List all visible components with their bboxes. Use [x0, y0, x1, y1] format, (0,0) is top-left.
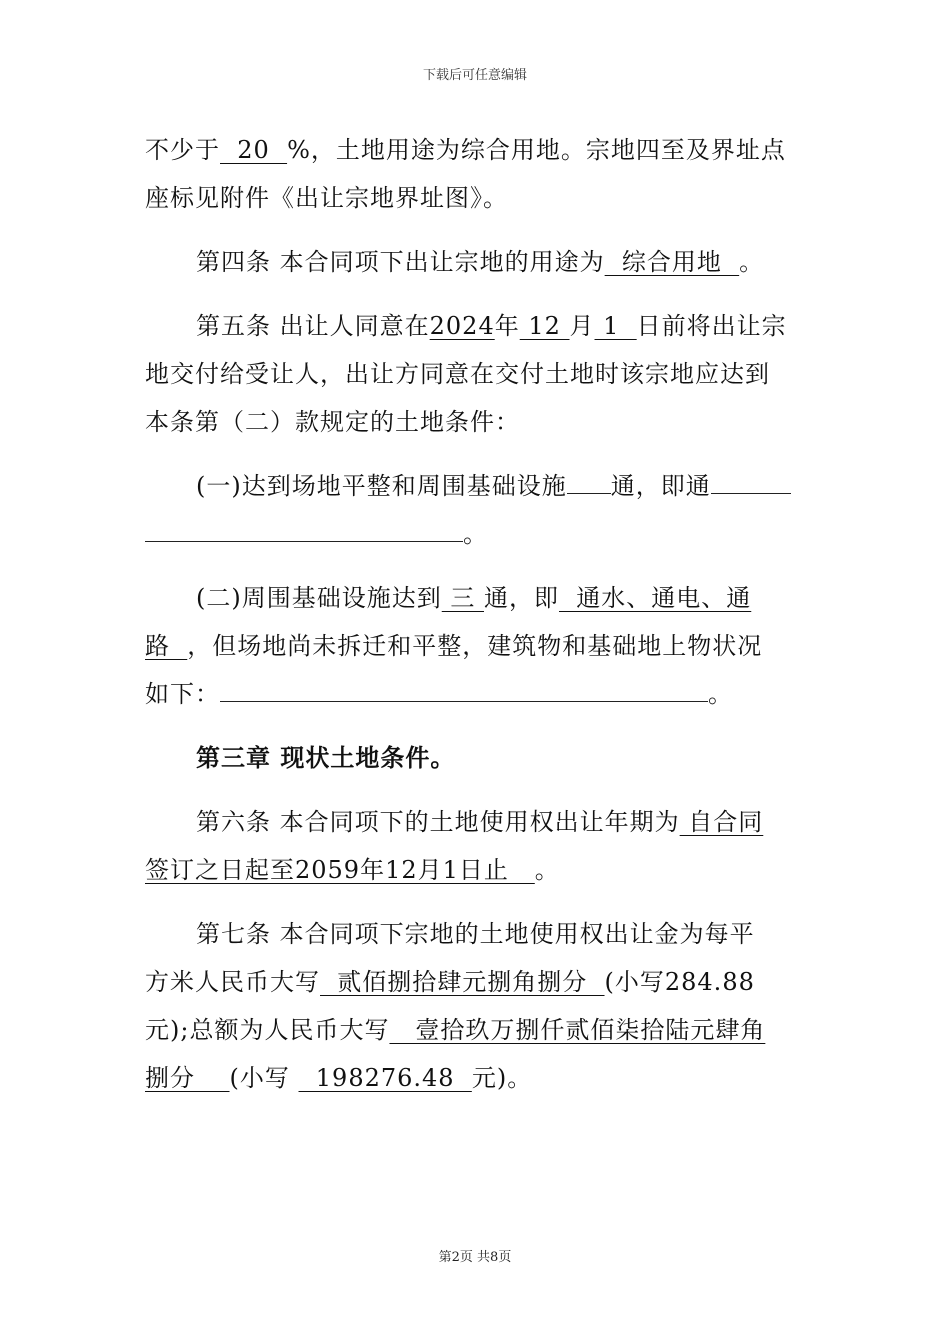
count-value: 三 [441, 584, 484, 612]
term-value-cont: 签订之日起至2059年12月1日止 [145, 856, 535, 884]
text-line: 本条第（二）款规定的土地条件： [145, 408, 520, 436]
total-price-words: 壹拾玖万捌仟贰佰柒拾陆元肆角 [389, 1016, 766, 1044]
percentage-value: 20 [220, 136, 288, 164]
article-6: 第六条 本合同项下的土地使用权出让年期为 自合同 [196, 808, 764, 836]
unit-price-words: 贰佰捌拾肆元捌角捌分 [320, 968, 605, 996]
article-5: 第五条 出让人同意在2024年 12 月 1 日前将出让宗 [196, 312, 787, 340]
chapter-heading: 第三章 现状土地条件。 [196, 743, 456, 772]
text-line: 地交付给受让人，出让方同意在交付土地时该宗地应达到 [145, 360, 770, 388]
page-footer: 第2页 共8页 [438, 1250, 512, 1265]
blank-field [567, 471, 611, 494]
land-use-value: 综合用地 [604, 248, 740, 276]
utilities-value-cont: 路 [145, 632, 188, 660]
text-line: 捌分 (小写 198276.48 元)。 [145, 1064, 533, 1092]
text-line: 如下： 。 [145, 680, 733, 708]
total-price-figures: 198276.48 [298, 1064, 472, 1092]
day-value: 1 [594, 312, 637, 340]
month-value: 12 [519, 312, 570, 340]
condition-2: (二)周围基础设施达到 三 通，即 通水、通电、通 [196, 584, 752, 612]
text-line: 签订之日起至2059年12月1日止 。 [145, 856, 560, 884]
page-header: 下载后可任意编辑 [422, 68, 527, 83]
blank-field [145, 519, 463, 542]
text-line: 路 ，但场地尚未拆迁和平整，建筑物和基础地上物状况 [145, 632, 763, 660]
blank-field [220, 679, 708, 702]
utilities-value: 通水、通电、通 [559, 584, 752, 612]
blank-field [711, 471, 791, 494]
text-line: 不少于 20 %，土地用途为综合用地。宗地四至及界址点 [145, 136, 786, 164]
article-7: 第七条 本合同项下宗地的土地使用权出让金为每平 [196, 920, 755, 948]
condition-1: (一)达到场地平整和周围基础设施 通，即通 [196, 470, 791, 502]
total-price-words-cont: 捌分 [145, 1064, 230, 1092]
text-line: 座标见附件《出让宗地界址图》。 [145, 184, 508, 212]
text-line: 元);总额为人民币大写 壹拾玖万捌仟贰佰柒拾陆元肆角 [145, 1016, 766, 1044]
text-line: 。 [145, 518, 488, 550]
term-value: 自合同 [679, 808, 764, 836]
article-4: 第四条 本合同项下出让宗地的用途为 综合用地 。 [196, 248, 765, 276]
year-value: 2024 [429, 312, 495, 340]
text-line: 方米人民币大写 贰佰捌拾肆元捌角捌分 (小写284.88 [145, 968, 755, 996]
